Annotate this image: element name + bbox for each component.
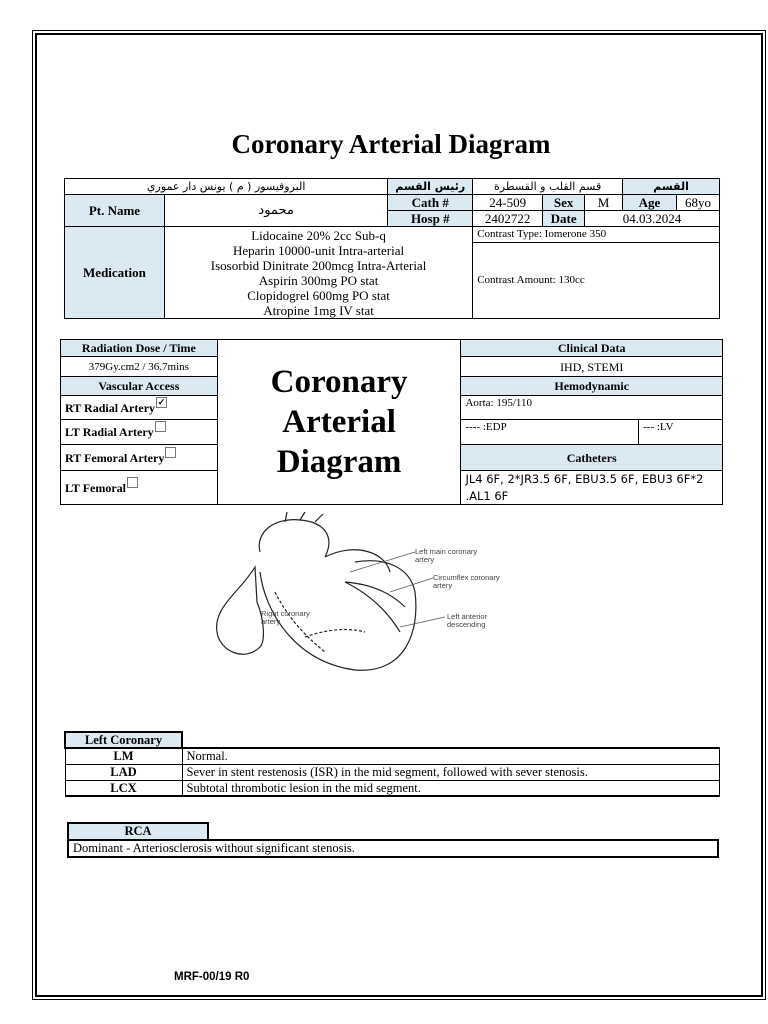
form-code: MRF-00/19 R0 xyxy=(174,971,250,983)
lad-vessel xyxy=(345,582,400,632)
hemodynamic-label: Hemodynamic xyxy=(461,377,723,396)
posterior-vessel xyxy=(305,630,365,637)
sex-label: Sex xyxy=(543,195,585,211)
segment-lcx: LCX xyxy=(65,780,182,796)
left-coronary-label: Left Coronary xyxy=(65,732,182,748)
access-label: LT Femoral xyxy=(65,480,127,495)
clinical-data-value: IHD, STEMI xyxy=(461,357,723,377)
rca-label: RCA xyxy=(68,823,208,840)
medication-item: Isosorbid Dinitrate 200mcg Intra-Arterial xyxy=(210,257,427,273)
vascular-access-label: Vascular Access xyxy=(61,377,218,396)
medication-list xyxy=(164,227,472,319)
catheters-line: .AL1 6F xyxy=(461,488,723,505)
rt-radial-checkbox[interactable]: ✓ xyxy=(157,396,166,407)
rca-finding: Dominant - Arteriosclerosis without significant stenosis. xyxy=(68,840,718,857)
hosp-label: Hosp # xyxy=(388,211,473,227)
medication-item: Atropine 1mg IV stat xyxy=(263,302,374,318)
table-row xyxy=(65,764,719,780)
aorta-pressure: Aorta: 195/110 xyxy=(461,396,723,420)
label-rca: Right coronary xyxy=(261,609,310,618)
heart-diagram xyxy=(205,512,535,674)
circumflex-vessel xyxy=(345,582,405,607)
rca-vessel xyxy=(275,592,325,652)
center-title xyxy=(217,340,461,505)
lv-value: --- :LV xyxy=(639,420,723,445)
medication-label: Medication xyxy=(65,227,165,319)
medication-item: Aspirin 300mg PO stat xyxy=(258,272,379,288)
table-row xyxy=(65,780,719,796)
medication-item: Heparin 10000-unit Intra-arterial xyxy=(233,242,405,258)
access-lt-femoral xyxy=(61,471,218,505)
cath-value: 24-509 xyxy=(473,195,543,211)
hosp-value: 2402722 xyxy=(473,211,543,227)
procedure-table xyxy=(60,339,723,505)
segment-lad: LAD xyxy=(65,764,182,780)
finding-lcx: Subtotal thrombotic lesion in the mid segment. xyxy=(182,780,719,796)
finding-lad: Sever in stent restenosis (ISR) in the mid segment, followed with sever stenosis. xyxy=(182,764,719,780)
head-of-department-value: البروفيسور ( م ) يونس دار عموري xyxy=(65,179,388,195)
access-label: RT Radial Artery xyxy=(65,400,156,415)
medication-item: Lidocaine 20% 2cc Sub-q xyxy=(251,227,386,243)
rt-femoral-checkbox[interactable] xyxy=(165,447,176,458)
table-row xyxy=(65,748,719,764)
radiation-label: Radiation Dose / Time xyxy=(61,340,218,357)
lm-leader xyxy=(350,552,415,572)
label-left-main-2: artery xyxy=(415,555,435,564)
finding-lm: Normal. xyxy=(182,748,719,764)
catheters-line: JL4 6F, 2*JR3.5 6F, EBU3.5 6F, EBU3 6F*2 xyxy=(461,471,723,488)
left-coronary-table xyxy=(64,731,720,797)
department-value: قسم القلب و القسطرة xyxy=(473,179,623,195)
pt-name-label: Pt. Name xyxy=(65,195,165,227)
cath-label: Cath # xyxy=(388,195,473,211)
rca-table xyxy=(67,822,719,858)
catheters-label: Catheters xyxy=(461,445,723,471)
access-lt-radial xyxy=(61,420,218,445)
contrast-type: Contrast Type: Iomerone 350 xyxy=(473,227,720,243)
center-title-line: Coronary xyxy=(270,364,408,400)
patient-info-table xyxy=(64,178,720,319)
lt-femoral-checkbox[interactable] xyxy=(127,477,138,488)
pt-name-value: محمود xyxy=(164,195,387,227)
medication-item: Clopidogrel 600mg PO stat xyxy=(247,287,390,303)
left-coronary-spacer xyxy=(182,732,719,748)
radiation-value: 379Gy.cm2 / 36.7mins xyxy=(61,357,218,377)
access-label: LT Radial Artery xyxy=(65,425,154,439)
edp-value: ---- :EDP xyxy=(461,420,639,445)
access-rt-femoral xyxy=(61,445,218,471)
rca-spacer xyxy=(208,823,718,840)
label-circumflex-2: artery xyxy=(433,581,453,590)
heart-outline xyxy=(217,567,264,654)
lt-radial-checkbox[interactable] xyxy=(155,421,166,432)
label-rca-2: artery xyxy=(261,617,281,626)
center-title-line: Arterial xyxy=(282,404,396,440)
label-lad: Left anterior xyxy=(447,612,488,621)
head-of-department-label: رئيس القسم xyxy=(388,179,473,195)
access-label: RT Femoral Artery xyxy=(65,450,165,465)
segment-lm: LM xyxy=(65,748,182,764)
aortic-arch xyxy=(259,520,329,557)
access-rt-radial xyxy=(61,396,218,420)
lad-leader xyxy=(400,617,445,627)
age-value: 68yo xyxy=(676,195,719,211)
label-circumflex: Circumflex coronary xyxy=(433,573,500,582)
clinical-data-label: Clinical Data xyxy=(461,340,723,357)
date-value: 04.03.2024 xyxy=(585,211,720,227)
sex-value: M xyxy=(585,195,623,211)
label-lad-2: descending xyxy=(447,620,486,629)
center-title-line: Diagram xyxy=(276,444,402,480)
contrast-amount: Contrast Amount: 130cc xyxy=(473,243,720,319)
date-label: Date xyxy=(543,211,585,227)
cx-leader xyxy=(390,578,433,592)
label-left-main: Left main coronary xyxy=(415,547,478,556)
department-label: القسم xyxy=(623,179,720,195)
age-label: Age xyxy=(623,195,677,211)
page-title: Coronary Arterial Diagram xyxy=(231,129,551,159)
